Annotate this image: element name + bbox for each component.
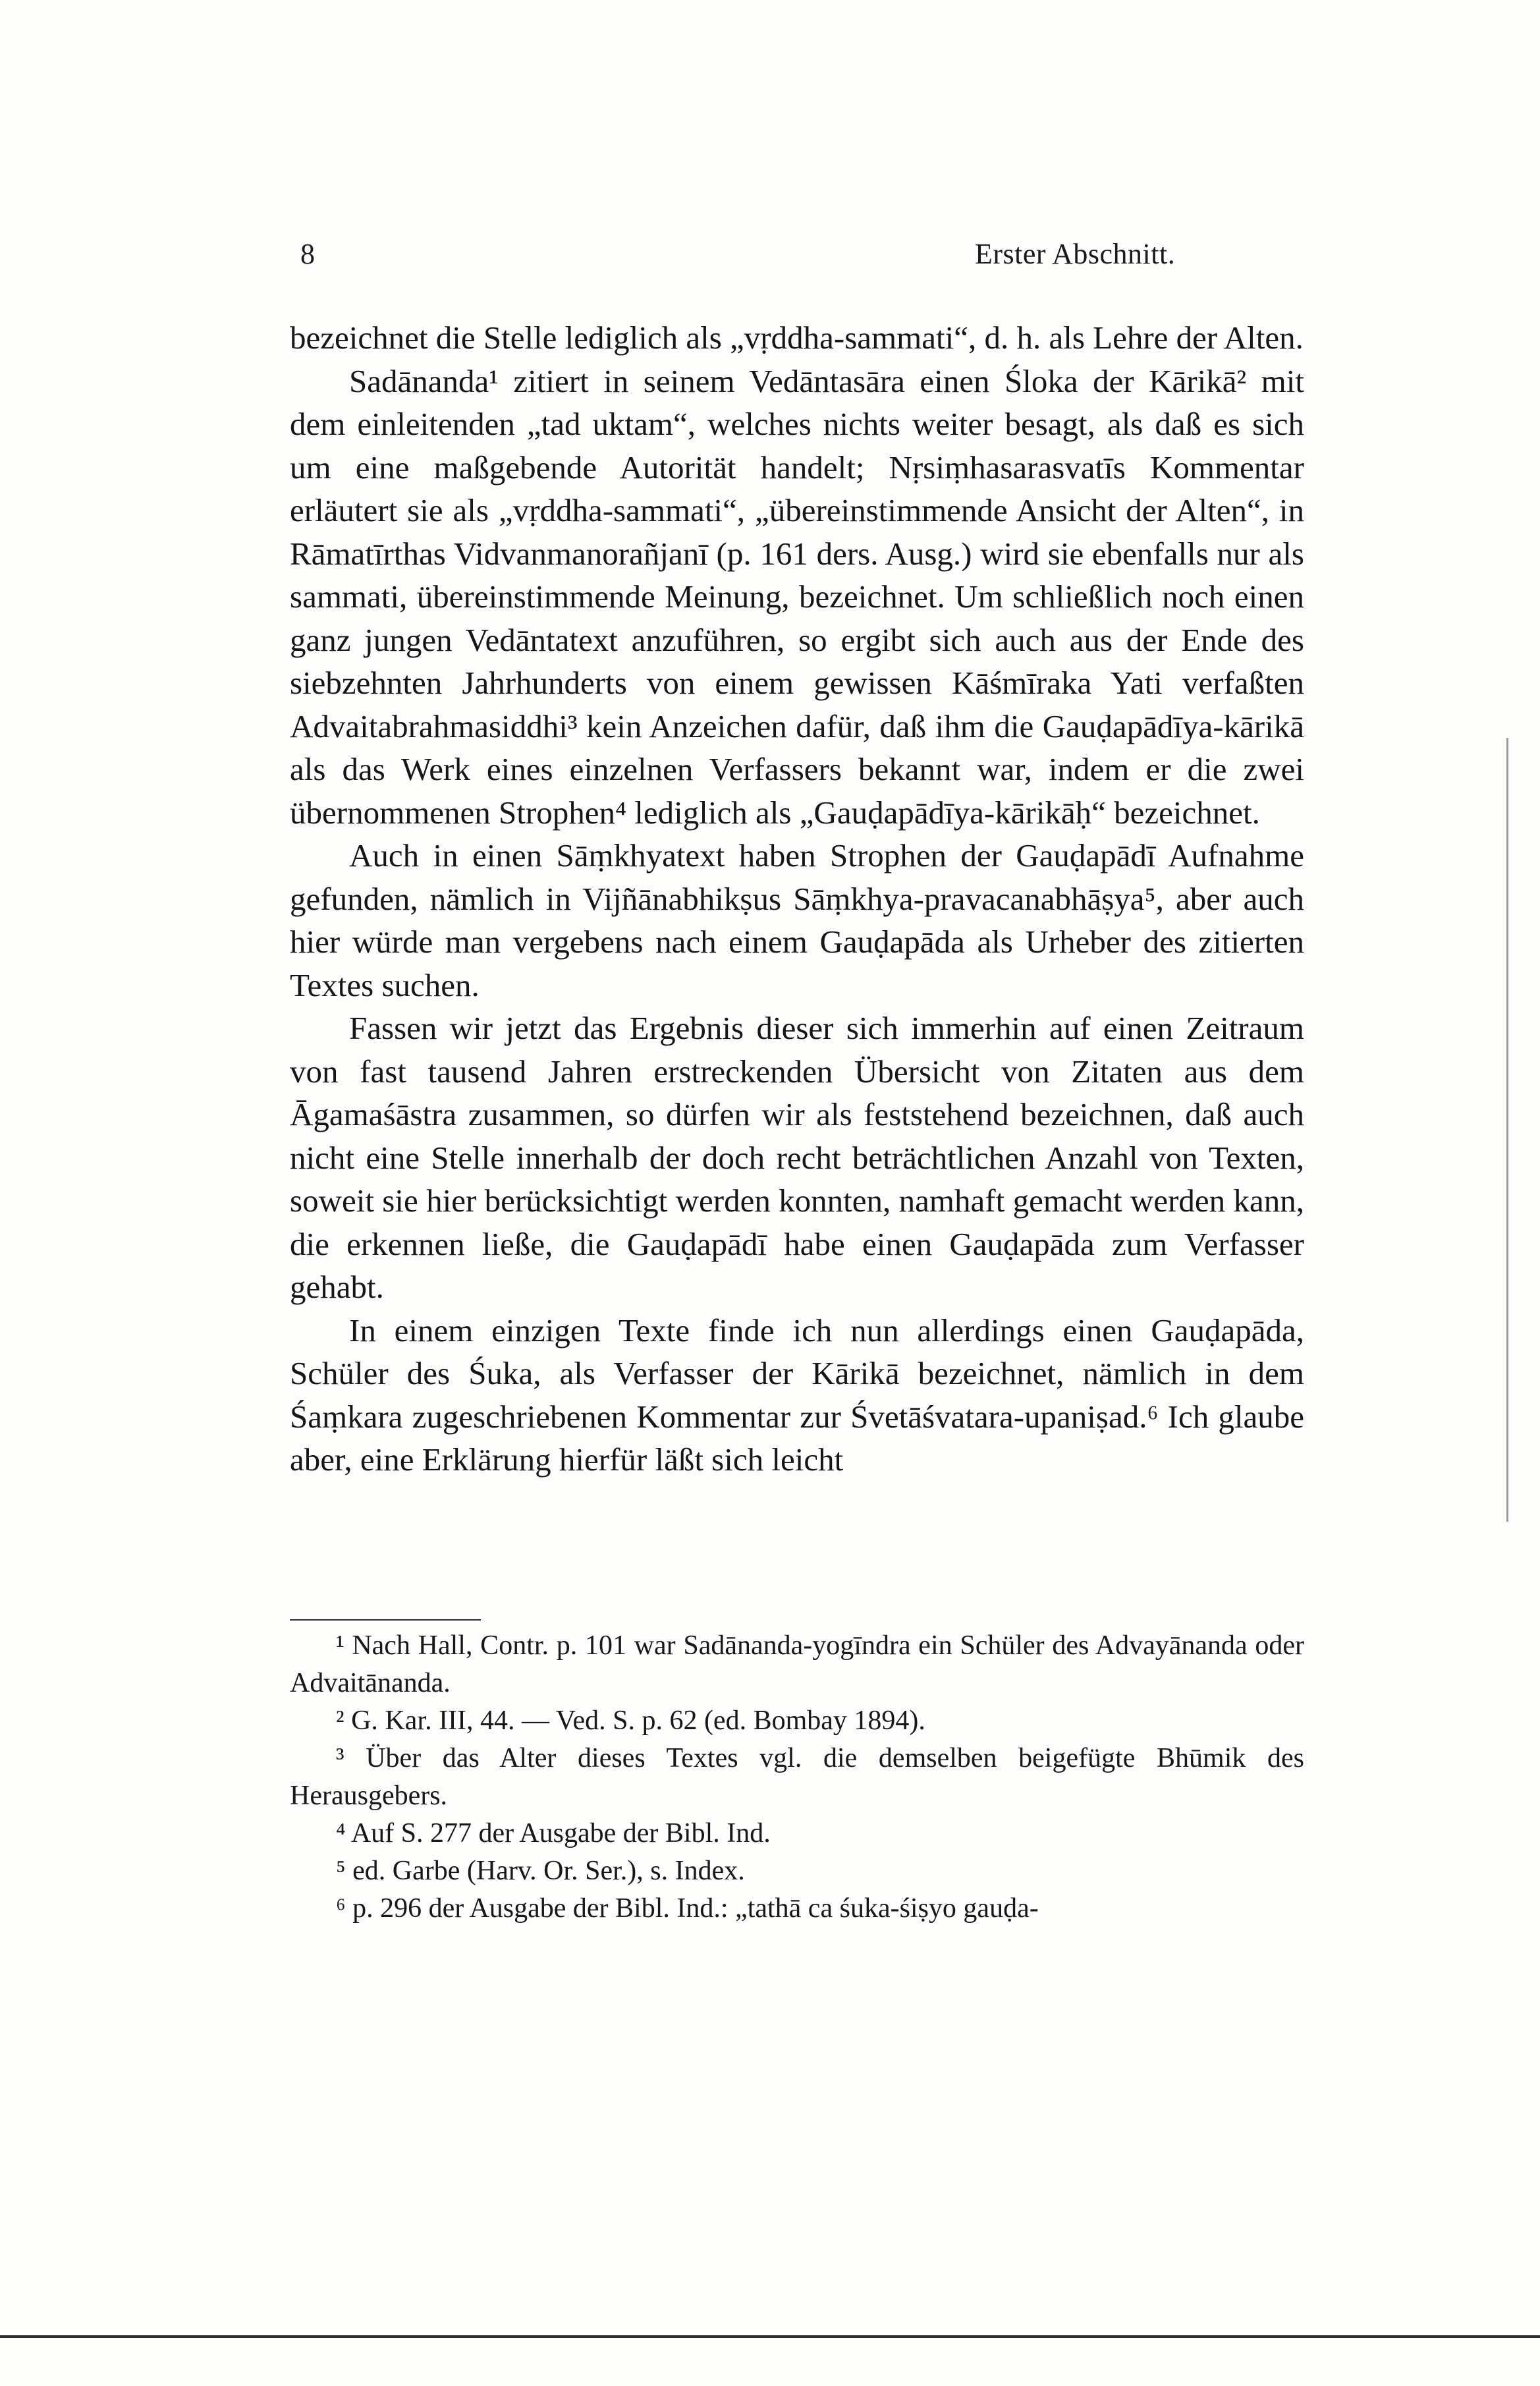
paragraph-3: Auch in einen Sāṃkhyatext haben Strophen der Gauḍapādī Aufnahme gefunden, nämlich in Vijñānabhikṣus Sāṃkhya-pravacanabhāṣya⁵, aber auch hier würde man vergebens nach einem Gauḍapāda als Urheber des zitierten Textes suchen. [290, 837, 1304, 1003]
footnotes [290, 1627, 1304, 1928]
main-text [290, 316, 1304, 1482]
page-header [290, 237, 1304, 283]
footnote-3: ³ Über das Alter dieses Textes vgl. die demselben beigefügte Bhūmik des Herausgebers. [290, 1743, 1304, 1811]
footnote-1: ¹ Nach Hall, Contr. p. 101 war Sadānanda-yogīndra ein Schüler des Advayānanda oder Advaitānanda. [290, 1630, 1304, 1698]
paragraph-2: Sadānanda¹ zitiert in seinem Vedāntasāra einen Śloka der Kārikā² mit dem einleitenden „tad uktam“, welches nichts weiter besagt, als daß es sich um eine maßgebende Autorität handelt; Nṛsiṃhasarasvatīs Kommentar erläutert sie als „vṛddha-sammati“, „übereinstimmende Ansicht der Alten“, in Rāmatīrthas Vidvanmanorañjanī (p. 161 ders. Ausg.) wird sie ebenfalls nur als sammati, übereinstimmende Meinung, bezeichnet. Um schließlich noch einen ganz jungen Vedāntatext anzuführen, so ergibt sich auch aus der Ende des siebzehnten Jahrhunderts von einem gewissen Kāśmīraka Yati verfaßten Advaitabrahmasiddhi³ kein Anzeichen dafür, daß ihm die Gauḍapādīya-kārikā als das Werk eines einzelnen Verfassers bekannt war, indem er die zwei übernommenen Strophen⁴ lediglich als „Gauḍapādīya-kārikāḥ“ bezeichnet. [290, 362, 1304, 831]
paragraph-1: bezeichnet die Stelle lediglich als „vṛddha-sammati“, d. h. als Lehre der Alten. [290, 319, 1304, 356]
footnote-2: ² G. Kar. III, 44. — Ved. S. p. 62 (ed. Bombay 1894). [336, 1706, 925, 1736]
margin-line [1506, 738, 1508, 1522]
paragraph-5: In einem einzigen Texte finde ich nun allerdings einen Gauḍapāda, Schüler des Śuka, als Verfasser der Kārikā bezeichnet, nämlich in dem Śaṃkara zugeschriebenen Kommentar zur Śvetāśvatara-upaniṣad.⁶ Ich glaube aber, eine Erklärung hierfür läßt sich leicht [290, 1312, 1304, 1478]
page-bottom-rule [0, 2335, 1540, 2338]
footnote-5: ⁵ ed. Garbe (Harv. Or. Ser.), s. Index. [336, 1856, 745, 1886]
paragraph-4: Fassen wir jetzt das Ergebnis dieser sich immerhin auf einen Zeitraum von fast tausend Jahren erstreckenden Übersicht von Zitaten aus dem Āgamaśāstra zusammen, so dürfen wir als feststehend bezeichnen, daß auch nicht eine Stelle innerhalb der doch recht beträchtlichen Anzahl von Texten, soweit sie hier berücksichtigt werden konnten, namhaft gemacht werden kann, die erkennen ließe, die Gauḍapādī habe einen Gauḍapāda zum Verfasser gehabt. [290, 1010, 1304, 1305]
footnote-6: ⁶ p. 296 der Ausgabe der Bibl. Ind.: „tathā ca śuka-śiṣyo gauḍa- [336, 1893, 1039, 1924]
footnote-separator [290, 1619, 481, 1621]
footnote-4: ⁴ Auf S. 277 der Ausgabe der Bibl. Ind. [336, 1818, 771, 1848]
page-number: 8 [300, 238, 315, 270]
running-title: Erster Abschnitt. [975, 238, 1176, 270]
